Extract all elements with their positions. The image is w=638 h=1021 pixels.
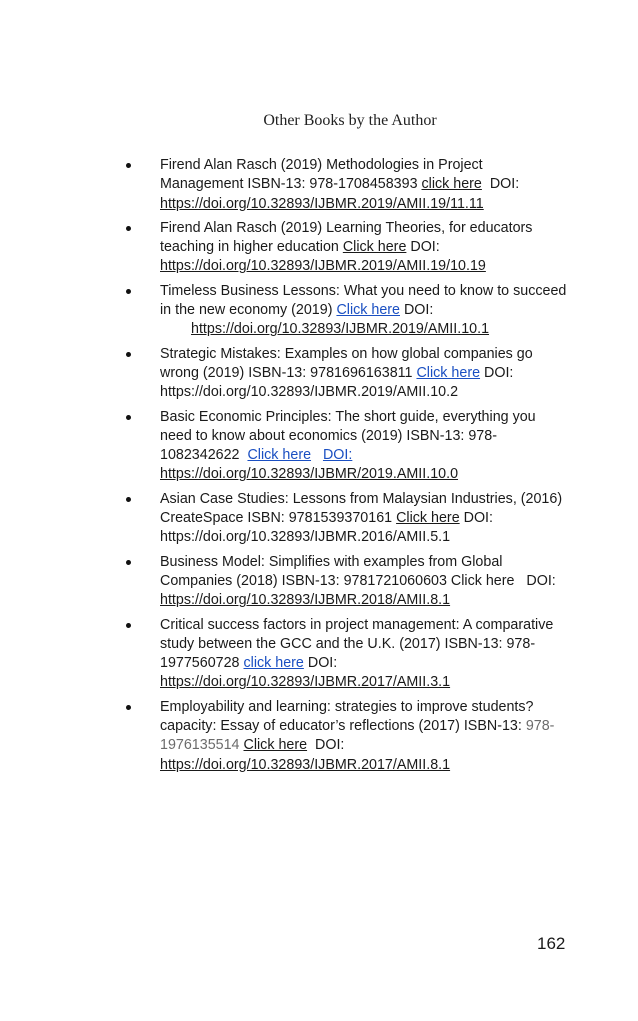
isbn-text: Management ISBN-13: 978-1708458393	[160, 176, 422, 193]
isbn-text: wrong (2019) ISBN-13: 9781696163811	[160, 364, 417, 381]
click-here-link[interactable]: click here	[243, 655, 304, 672]
book-title: Firend Alan Rasch (2019) Methodologies in Project	[160, 157, 483, 173]
doi-link[interactable]: https://doi.org/10.32893/IJBMR.2018/AMII.8.1	[160, 592, 451, 609]
book-isbn-line	[160, 509, 578, 528]
book-title: Basic Economic Principles: The short guide, everything you	[160, 408, 536, 425]
bullet-icon	[126, 497, 131, 502]
click-here-link[interactable]: Click here	[247, 447, 312, 464]
isbn-text: CreateSpace ISBN: 9781539370161	[160, 510, 397, 527]
book-item-timeless-lessons	[0, 282, 578, 340]
bullet-icon	[126, 226, 131, 231]
isbn-grey-text: 978-	[525, 718, 555, 735]
isbn-text: teaching in higher education	[160, 239, 343, 256]
book-isbn-line: study between the GCC and the U.K. (2017) ISBN-13: 978-	[160, 635, 536, 652]
isbn-text: 1977560728	[160, 655, 244, 672]
book-isbn-line-2	[160, 654, 578, 673]
book-item-business-model	[0, 553, 578, 611]
isbn-text: capacity: Essay of educator’s reflections (2017) ISBN-13:	[160, 718, 526, 735]
isbn-grey-text: 1976135514	[160, 737, 240, 754]
doi-link[interactable]: https://doi.org/10.32893/IJBMR.2017/AMII.3.1	[160, 674, 451, 691]
doi-label: DOI:	[481, 176, 520, 193]
bullet-icon	[126, 352, 131, 357]
doi-label: DOI:	[400, 302, 434, 319]
book-title: Strategic Mistakes: Examples on how global companies go	[160, 345, 533, 362]
click-here-link[interactable]: Click here	[396, 510, 460, 527]
book-isbn-line	[160, 238, 578, 257]
doi-label-link[interactable]: DOI:	[322, 447, 353, 464]
book-item-asian-case-studies	[0, 490, 578, 548]
doi-link[interactable]: https://doi.org/10.32893/IJBMR.2019/AMII.10.1	[191, 321, 490, 338]
section-heading: Other Books by the Author	[263, 112, 437, 129]
click-here-link[interactable]: Click here	[336, 302, 400, 319]
doi-label: DOI:	[406, 239, 440, 256]
book-title: Employability and learning: strategies to improve students?	[160, 698, 534, 715]
book-item-learning-theories	[0, 219, 578, 277]
book-isbn-line	[160, 301, 578, 320]
spacer-text	[311, 447, 323, 463]
book-item-employability	[0, 698, 578, 775]
bullet-icon	[126, 289, 131, 294]
bullet-icon	[126, 415, 131, 420]
book-isbn-line	[160, 717, 578, 736]
isbn-text: in the new economy (2019)	[160, 302, 337, 319]
click-here-link[interactable]: click here	[421, 176, 482, 193]
bullet-icon	[126, 560, 131, 565]
book-isbn-line: Companies (2018) ISBN-13: 9781721060603 Click here DOI:	[160, 572, 556, 589]
click-here-link[interactable]: Click here	[243, 737, 308, 754]
book-title: Business Model: Simplifies with examples from Global	[160, 553, 503, 570]
book-isbn-line-2	[160, 736, 578, 755]
doi-link[interactable]: https://doi.org/10.32893/IJBMR.2019/AMII.19/10.19	[160, 258, 486, 275]
click-here-link[interactable]: Click here	[342, 239, 407, 256]
doi-link[interactable]: https://doi.org/10.32893/IJBMR.2019/AMII.19/11.11	[160, 195, 484, 212]
doi-link[interactable]: https://doi.org/10.32893/IJBMR.2017/AMII.8.1	[160, 756, 451, 773]
doi-text: https://doi.org/10.32893/IJBMR.2016/AMII.5.1	[160, 529, 451, 546]
book-item-strategic-mistakes	[0, 345, 578, 403]
doi-link[interactable]: https://doi.org/10.32893/IJBMR/2019.AMII.10.0	[160, 466, 459, 483]
doi-label: DOI:	[480, 364, 514, 381]
isbn-text: 1082342622	[160, 447, 248, 464]
bullet-icon	[126, 623, 131, 628]
book-title: Asian Case Studies: Lessons from Malaysian Industries, (2016)	[160, 490, 563, 507]
book-isbn-line	[160, 364, 578, 383]
bullet-icon	[126, 705, 131, 710]
book-title: Critical success factors in project management: A comparative	[160, 616, 554, 633]
page-number: 162	[537, 934, 566, 953]
book-isbn-line-2	[160, 446, 578, 465]
doi-label: DOI:	[303, 655, 338, 672]
book-isbn-line: need to know about economics (2019) ISBN-13: 978-	[160, 427, 497, 444]
book-item-critical-success	[0, 616, 578, 693]
bullet-icon	[126, 163, 131, 168]
book-title: Timeless Business Lessons: What you need to know to succeed	[160, 282, 567, 299]
book-title: Firend Alan Rasch (2019) Learning Theories, for educators	[160, 219, 533, 236]
book-isbn-line	[160, 175, 578, 194]
book-list	[0, 156, 638, 780]
doi-label: DOI:	[459, 510, 494, 527]
click-here-link[interactable]: Click here	[416, 364, 481, 381]
book-item-methodologies	[0, 156, 578, 214]
book-item-economic-principles	[0, 408, 578, 485]
doi-text: https://doi.org/10.32893/IJBMR.2019/AMII.10.2	[160, 384, 459, 401]
doi-label: DOI:	[307, 737, 345, 754]
